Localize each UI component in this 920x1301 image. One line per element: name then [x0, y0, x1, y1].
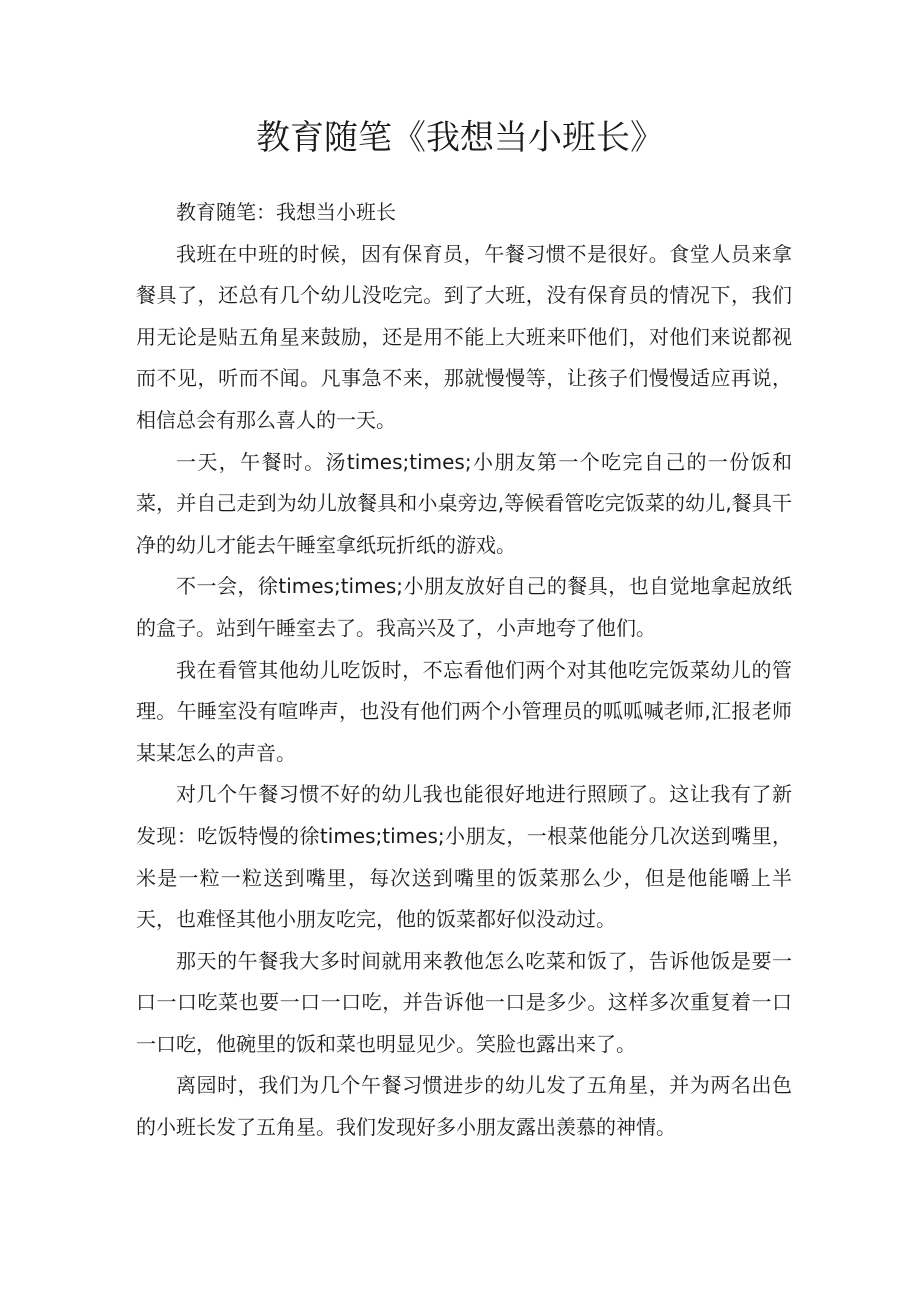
paragraph-subtitle: 教育随笔：我想当小班长 — [176, 200, 396, 224]
paragraph: 我班在中班的时候，因有保育员，午餐习惯不是很好。食堂人员来拿餐具了，还总有几个幼儿没吃完。到了大班，没有保育员的情况下，我们用无论是贴五角星来鼓励，还是用不能上大班来吓他们，对他们来说都视而不见，听而不闻。凡事急不来，那就慢慢等，让孩子们慢慢适应再说，相信总会有那么喜人的一天。 — [136, 241, 792, 432]
document-title: 教育随笔《我想当小班长》 — [256, 118, 664, 158]
document-body — [136, 192, 792, 1149]
paragraph: 对几个午餐习惯不好的幼儿我也能很好地进行照顾了。这让我有了新发现：吃饭特慢的徐times;times;小朋友，一根菜他能分几次送到嘴里，米是一粒一粒送到嘴里，每次送到嘴里的饭菜那么少，但是他能嚼上半天，也难怪其他小朋友吃完，他的饭菜都好似没动过。 — [136, 782, 792, 932]
paragraph: 一天，午餐时。汤times;times;小朋友第一个吃完自己的一份饭和菜，并自己走到为幼儿放餐具和小桌旁边,等候看管吃完饭菜的幼儿,餐具干净的幼儿才能去午睡室拿纸玩折纸的游戏。 — [136, 449, 792, 557]
paragraph: 不一会，徐times;times;小朋友放好自己的餐具，也自觉地拿起放纸的盒子。站到午睡室去了。我高兴及了，小声地夸了他们。 — [136, 574, 792, 640]
paragraph: 那天的午餐我大多时间就用来教他怎么吃菜和饭了，告诉他饭是要一口一口吃菜也要一口一口吃，并告诉他一口是多少。这样多次重复着一口一口吃，他碗里的饭和菜也明显见少。笑脸也露出来了。 — [136, 948, 792, 1056]
paragraph: 离园时，我们为几个午餐习惯进步的幼儿发了五角星，并为两名出色的小班长发了五角星。我们发现好多小朋友露出羡慕的神情。 — [136, 1073, 792, 1140]
paragraph: 我在看管其他幼儿吃饭时，不忘看他们两个对其他吃完饭菜幼儿的管理。午睡室没有喧哗声，也没有他们两个小管理员的呱呱喊老师,汇报老师某某怎么的声音。 — [136, 657, 792, 765]
